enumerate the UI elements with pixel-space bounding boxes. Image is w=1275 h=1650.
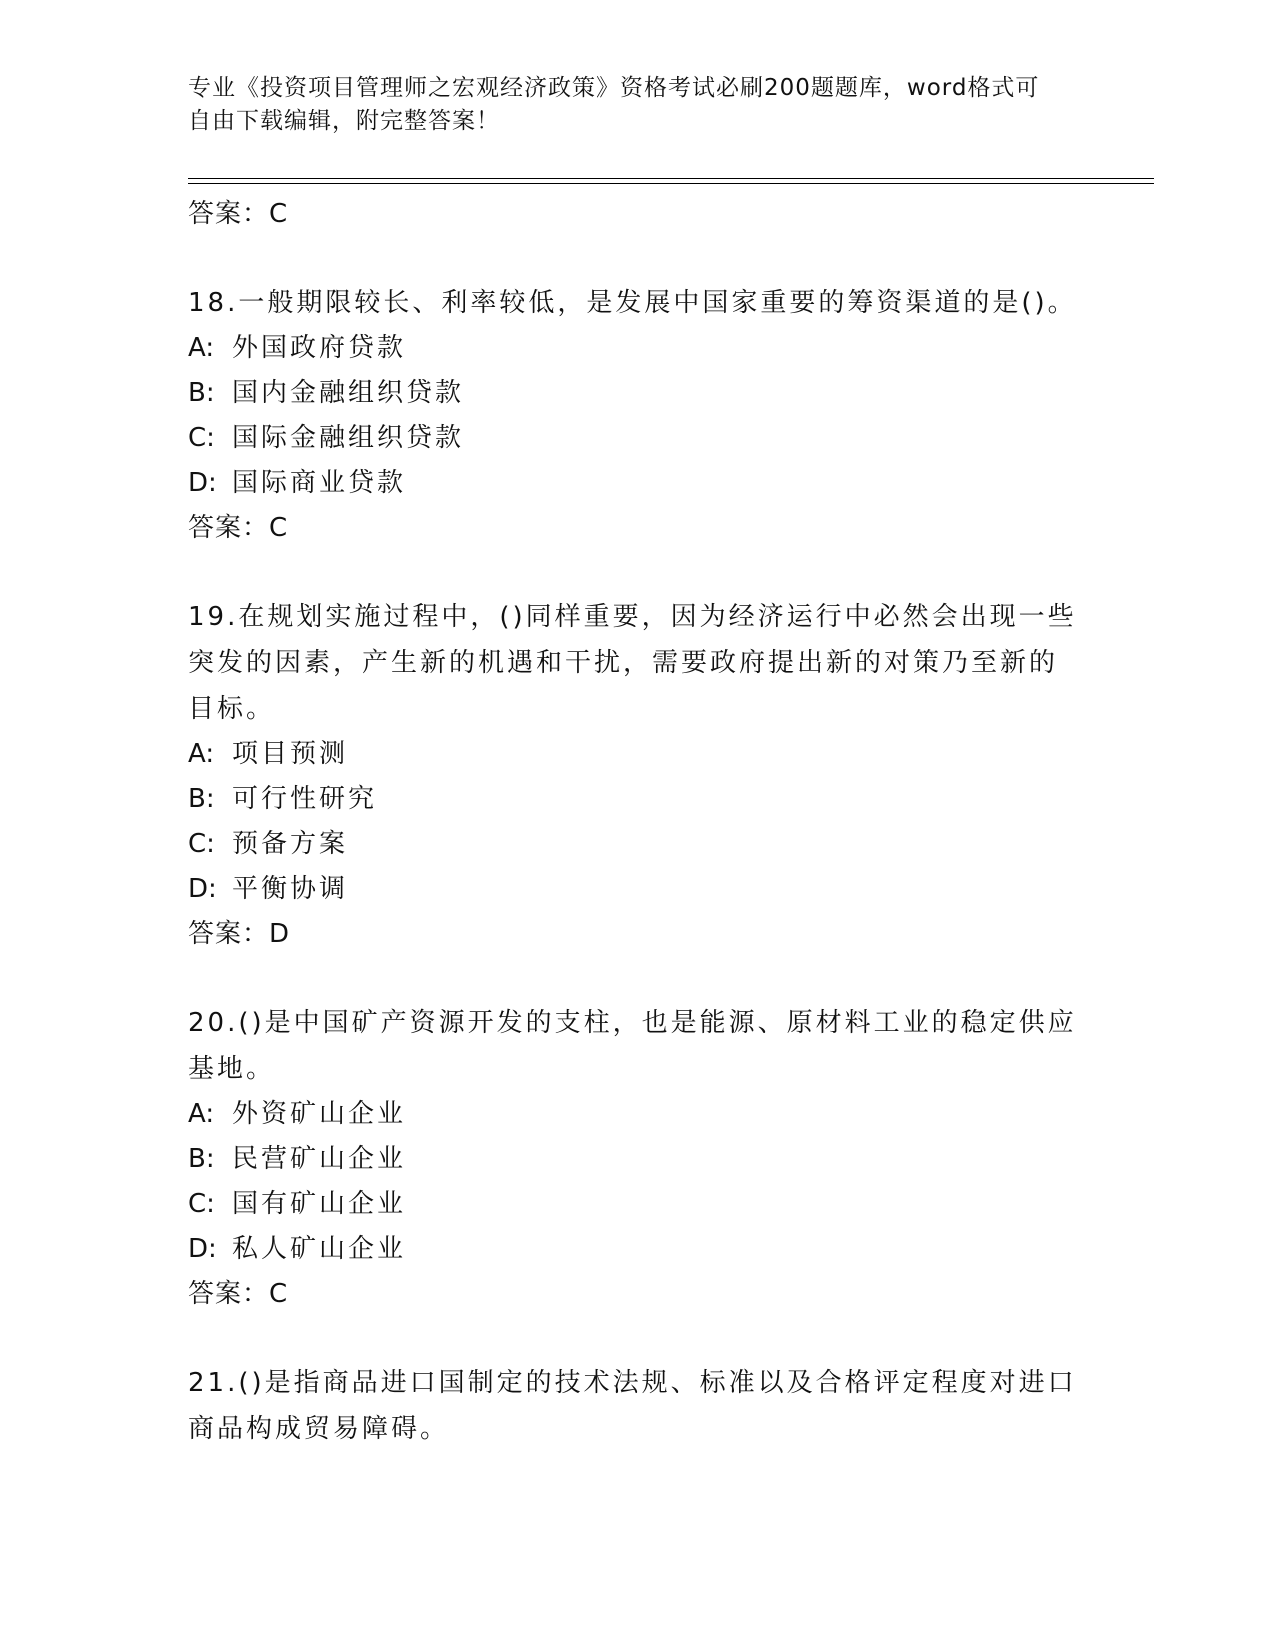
header-line-2: 自由下载编辑，附完整答案！ xyxy=(188,108,500,134)
question-item xyxy=(188,594,1088,956)
option-a xyxy=(188,326,1088,371)
option-text: 民营矿山企业 xyxy=(232,1144,407,1174)
option-letter: C: xyxy=(188,1189,215,1219)
question-text: 18.一般期限较长、利率较低，是发展中国家重要的筹资渠道的是()。 xyxy=(188,288,1077,318)
question-item xyxy=(188,1000,1088,1316)
question-list xyxy=(188,192,1088,1452)
answer-line: 答案：D xyxy=(188,919,291,949)
option-letter: D: xyxy=(188,874,217,904)
header-divider xyxy=(188,178,1154,184)
option-letter: B: xyxy=(188,378,215,408)
option-letter: B: xyxy=(188,1144,215,1174)
option-letter: B: xyxy=(188,784,215,814)
option-d xyxy=(188,867,1088,912)
option-a xyxy=(188,1092,1088,1137)
option-letter: D: xyxy=(188,1234,217,1264)
option-text: 国际商业贷款 xyxy=(232,468,407,498)
option-letter: D: xyxy=(188,468,217,498)
option-text: 外国政府贷款 xyxy=(232,333,407,363)
option-a xyxy=(188,732,1088,777)
question-item xyxy=(188,280,1088,550)
option-text: 国内金融组织贷款 xyxy=(232,378,465,408)
question-text-line-2: 突发的因素，产生新的机遇和干扰，需要政府提出新的对策乃至新的 xyxy=(188,648,1059,678)
option-b xyxy=(188,371,1088,416)
question-item xyxy=(188,1360,1088,1452)
question-text-line-2: 商品构成贸易障碍。 xyxy=(188,1414,450,1444)
option-d xyxy=(188,461,1088,506)
option-letter: A: xyxy=(188,1099,215,1129)
option-letter: C: xyxy=(188,423,215,453)
option-letter: C: xyxy=(188,829,215,859)
answer-line: 答案：C xyxy=(188,513,289,543)
question-text-line-2: 基地。 xyxy=(188,1054,276,1084)
option-b xyxy=(188,1137,1088,1182)
header-line-1: 专业《投资项目管理师之宏观经济政策》资格考试必刷200题题库，word格式可 xyxy=(188,75,1040,101)
option-letter: A: xyxy=(188,739,215,769)
option-text: 国有矿山企业 xyxy=(232,1189,407,1219)
option-c xyxy=(188,416,1088,461)
option-c xyxy=(188,822,1088,867)
option-b xyxy=(188,777,1088,822)
question-text-line-1: 19.在规划实施过程中，()同样重要，因为经济运行中必然会出现一些 xyxy=(188,602,1077,632)
option-text: 项目预测 xyxy=(232,739,349,769)
option-text: 平衡协调 xyxy=(232,874,349,904)
answer-line: 答案：C xyxy=(188,199,289,229)
option-c xyxy=(188,1182,1088,1227)
option-d xyxy=(188,1227,1088,1272)
answer-line: 答案：C xyxy=(188,1279,289,1309)
option-text: 私人矿山企业 xyxy=(232,1234,407,1264)
option-text: 外资矿山企业 xyxy=(232,1099,407,1129)
question-text-line-3: 目标。 xyxy=(188,694,276,724)
document-header xyxy=(188,72,1068,138)
option-text: 国际金融组织贷款 xyxy=(232,423,465,453)
question-text-line-1: 21.()是指商品进口国制定的技术法规、标准以及合格评定程度对进口 xyxy=(188,1368,1077,1398)
option-text: 可行性研究 xyxy=(232,784,378,814)
option-text: 预备方案 xyxy=(232,829,349,859)
question-text-line-1: 20.()是中国矿产资源开发的支柱，也是能源、原材料工业的稳定供应 xyxy=(188,1008,1077,1038)
option-letter: A: xyxy=(188,333,215,363)
